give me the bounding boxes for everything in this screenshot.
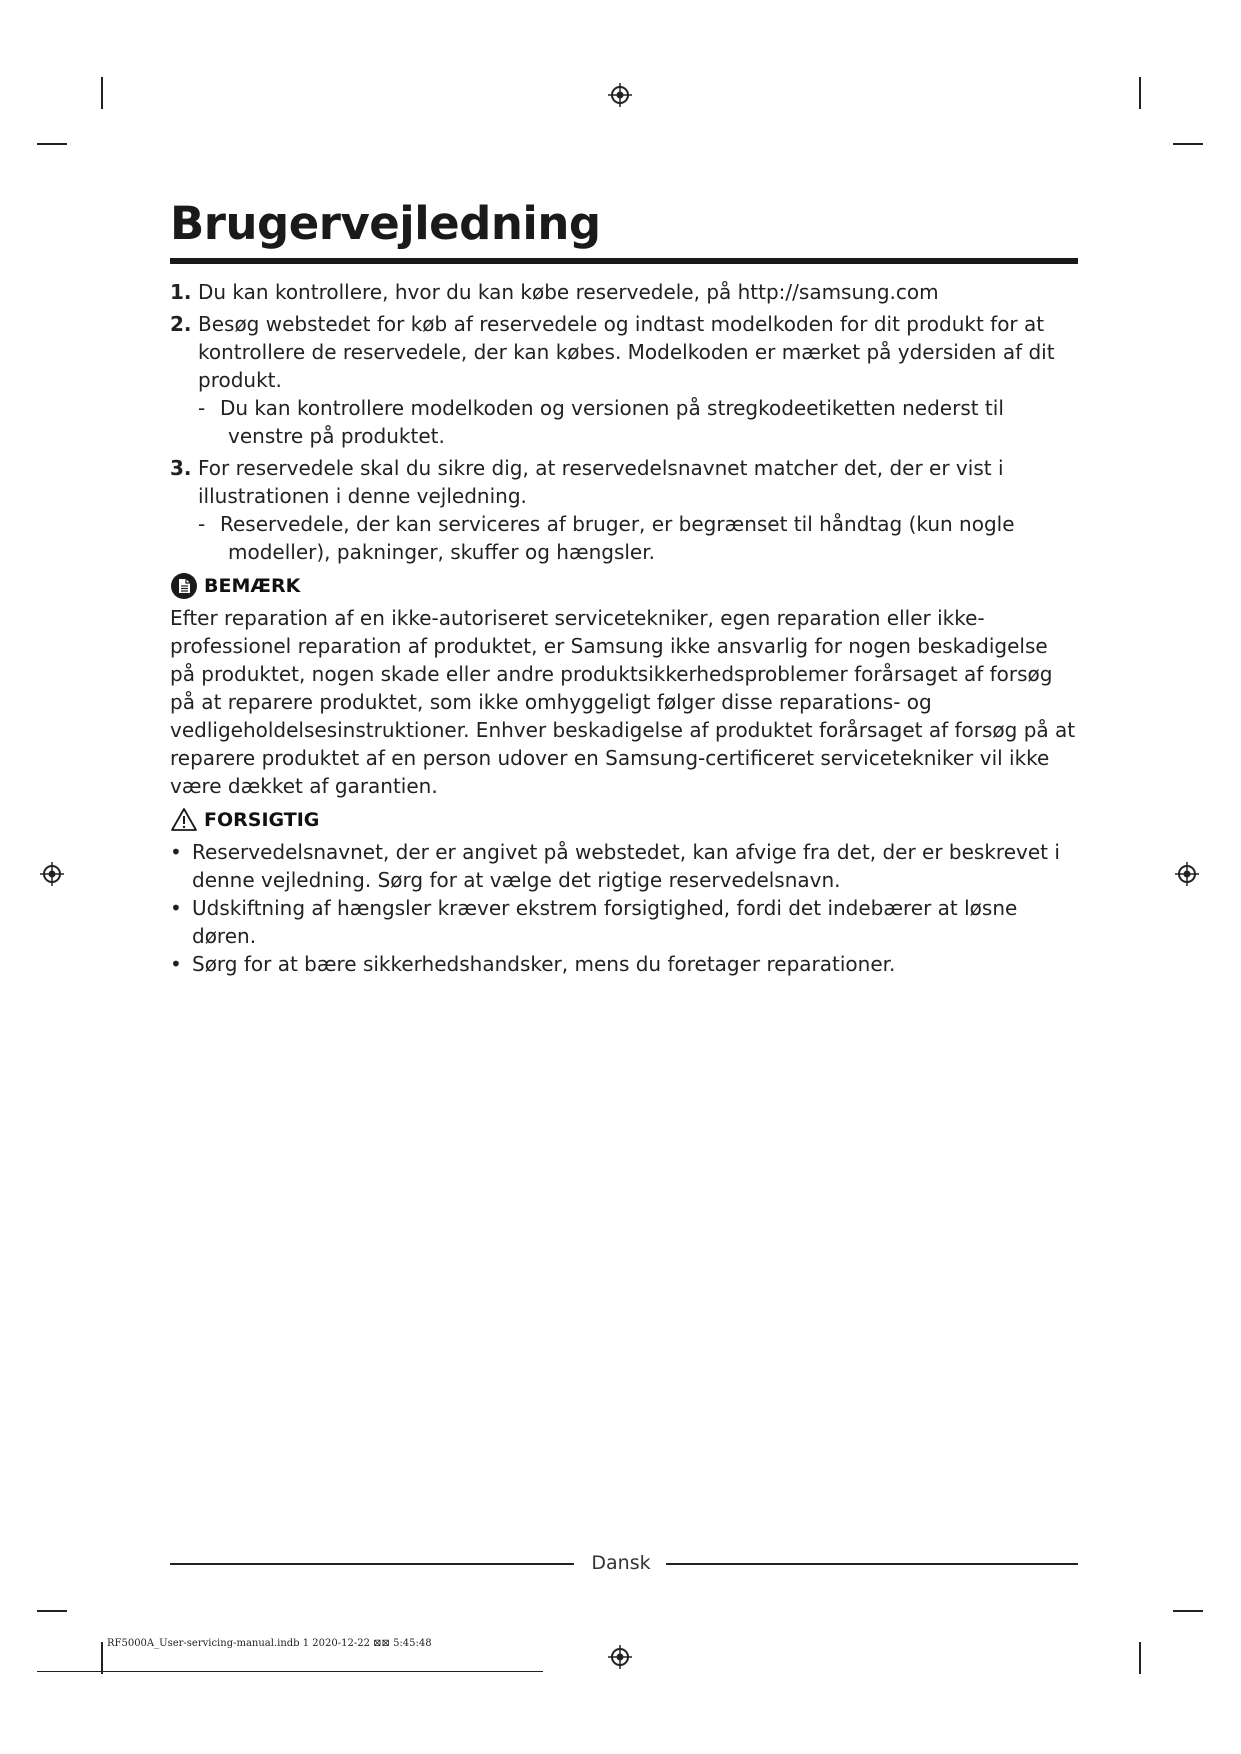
crop-mark-bottom-right-v [1139, 1642, 1141, 1674]
footer-rule-right [666, 1563, 1078, 1565]
bullet-text: Sørg for at bære sikkerhedshandsker, mens du foretager reparationer. [192, 952, 896, 976]
crop-mark-bottom-left-v [101, 1642, 103, 1674]
note-icon [170, 572, 198, 600]
crop-mark-top-left-h [37, 143, 67, 145]
note-body: Efter reparation af en ikke-autoriseret servicetekniker, egen reparation eller ikke-professionel reparation af produktet, er Samsung ikke ansvarlig for nogen beskadigelse på produktet, nogen skade eller andre produktsikkerhedsproblemer forårsaget af forsøg på at reparere produktet, som ikke omhyggeligt følger disse reparations- og vedligeholdelsesinstruktioner. Enhver beskadigelse af produktet forårsaget af forsøg på at reparere produktet af en person udover en Samsung-certificeret servicetekniker vil ikke være dækket af garantien. [170, 606, 1076, 798]
note-heading-label: BEMÆRK [204, 575, 301, 597]
step-number: 3. [170, 456, 192, 480]
caution-bullet [170, 838, 1078, 894]
title-underline [170, 258, 1078, 264]
footer-language-bar [0, 1551, 1241, 1575]
warning-triangle-icon [170, 806, 198, 834]
print-slug: RF5000A_User-servicing-manual.indb 1 2020-12-22 ⊠⊠ 5:45:48 [107, 1638, 432, 1649]
bullet-marker: • [170, 840, 182, 864]
subnote-text: Reservedele, der kan serviceres af bruger, er begrænset til håndtag (kun nogle modeller), pakninger, skuffer og hængsler. [220, 512, 1015, 564]
caution-bullet [170, 950, 1078, 978]
step-3-subnote [170, 510, 1078, 566]
crop-mark-top-right-h [1173, 143, 1203, 145]
registration-mark-bottom-icon [608, 1645, 632, 1669]
crop-mark-top-left-v [101, 77, 103, 109]
slug-baseline [37, 1671, 543, 1672]
step-number: 1. [170, 280, 192, 304]
note-heading [170, 572, 1078, 600]
crop-mark-bottom-left-h [37, 1610, 67, 1612]
step-text: Besøg webstedet for køb af reservedele og indtast modelkoden for dit produkt for at kontrollere de reservedele, der kan købes. Modelkoden er mærket på ydersiden af dit produkt. [198, 312, 1055, 392]
subnote-text: Du kan kontrollere modelkoden og versionen på stregkodeetiketten nederst til venstre på produktet. [220, 396, 1004, 448]
crop-mark-top-right-v [1139, 77, 1141, 109]
bullet-marker: • [170, 952, 182, 976]
registration-mark-left-icon [40, 862, 64, 886]
step-2-subnote [170, 394, 1078, 450]
step-3 [170, 454, 1078, 510]
dash-marker: - [198, 396, 206, 420]
page-content [170, 196, 1078, 978]
footer-language-label: Dansk [591, 1552, 651, 1574]
step-text: Du kan kontrollere, hvor du kan købe reservedele, på http://samsung.com [198, 280, 939, 304]
step-text: For reservedele skal du sikre dig, at reservedelsnavnet matcher det, der er vist i illustrationen i denne vejledning. [198, 456, 1004, 508]
caution-heading-label: FORSIGTIG [204, 809, 320, 831]
step-2 [170, 310, 1078, 394]
footer-rule-left [170, 1563, 574, 1565]
step-number: 2. [170, 312, 192, 336]
registration-mark-top-icon [608, 83, 632, 107]
caution-heading [170, 806, 1078, 834]
dash-marker: - [198, 512, 206, 536]
page-title: Brugervejledning [170, 197, 601, 250]
step-1 [170, 278, 1078, 306]
bullet-text: Udskiftning af hængsler kræver ekstrem forsigtighed, fordi det indebærer at løsne døren. [192, 896, 1018, 948]
bullet-text: Reservedelsnavnet, der er angivet på webstedet, kan afvige fra det, der er beskrevet i denne vejledning. Sørg for at vælge det rigtige reservedelsnavn. [192, 840, 1060, 892]
caution-bullet [170, 894, 1078, 950]
registration-mark-right-icon [1175, 862, 1199, 886]
bullet-marker: • [170, 896, 182, 920]
crop-mark-bottom-right-h [1173, 1610, 1203, 1612]
